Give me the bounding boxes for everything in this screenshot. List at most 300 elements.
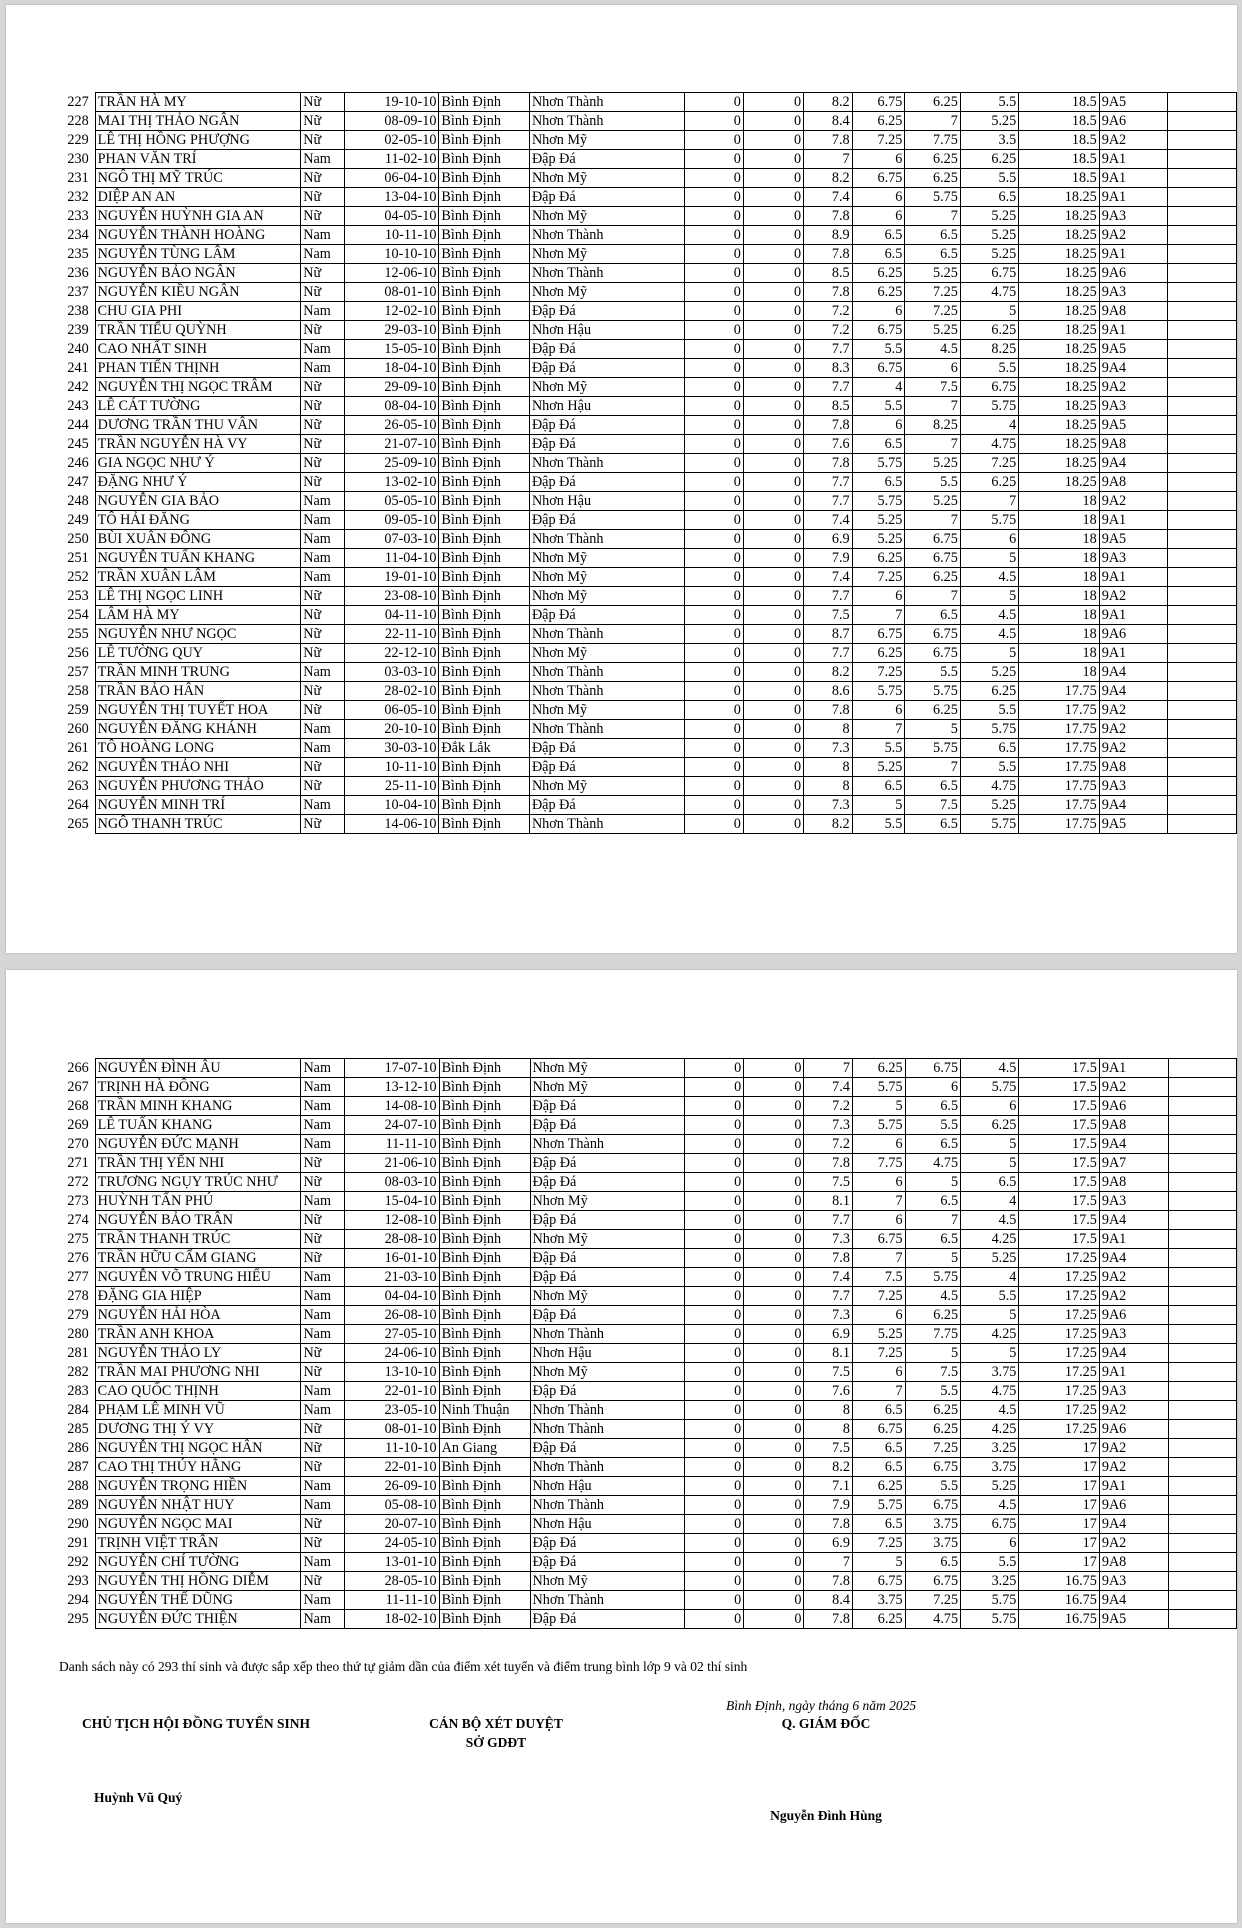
score-literature-cell: 6.5 [852,245,905,264]
gpa-grade-9-cell: 7.8 [804,1572,852,1591]
birth-date-cell: 05-05-10 [344,492,439,511]
score-math-cell: 7.5 [905,378,961,397]
score-english-cell: 5.75 [960,511,1018,530]
bonus-1-cell: 0 [684,796,743,815]
birth-date-cell: 10-11-10 [344,226,439,245]
bonus-2-cell: 0 [743,663,803,682]
empty-cell [1168,302,1237,321]
row-number-cell: 283 [67,1383,89,1399]
bonus-2-cell: 0 [744,1325,804,1344]
gender-cell: Nữ [301,321,344,340]
gender-cell: Nam [301,511,344,530]
table-row [51,1154,1237,1173]
score-english-cell: 7.25 [960,454,1018,473]
school-cell: Đập Đá [529,796,684,815]
score-math-cell: 7 [905,511,961,530]
birth-place-cell: Bình Định [439,1496,530,1515]
score-literature-cell: 7 [852,1382,905,1401]
birth-place-cell: Bình Định [439,1192,530,1211]
class-name-cell: 9A2 [1099,131,1168,150]
admission-score-cell: 17.5 [1019,1154,1099,1173]
student-name-cell: MAI THỊ THẢO NGÂN [95,112,301,131]
row-number-cell: 239 [67,322,89,338]
student-name-cell: LÊ THỊ HỒNG PHƯỢNG [95,131,301,150]
school-cell: Nhơn Thành [529,454,684,473]
director-name: Nguyễn Đình Hùng [770,1808,882,1823]
row-number-cell: 274 [67,1212,89,1228]
row-number-cell: 241 [67,360,89,376]
score-literature-cell: 6.5 [852,473,905,492]
row-number-cell: 255 [67,626,89,642]
gender-cell: Nữ [301,1439,344,1458]
admission-score-cell: 17.75 [1019,758,1100,777]
score-literature-cell: 6.5 [852,1458,905,1477]
gender-cell: Nữ [301,435,344,454]
empty-cell [1168,587,1237,606]
gpa-grade-9-cell: 7.4 [804,1268,852,1287]
gpa-grade-9-cell: 8 [804,1420,852,1439]
gpa-grade-9-cell: 6.9 [804,1325,852,1344]
admission-score-cell: 18 [1019,587,1100,606]
birth-place-cell: Bình Định [439,492,530,511]
gpa-grade-9-cell: 7.8 [804,283,853,302]
score-english-cell: 5.25 [961,1249,1019,1268]
school-cell: Nhơn Mỹ [529,207,684,226]
bonus-1-cell: 0 [684,1496,743,1515]
bonus-1-cell: 0 [684,169,743,188]
birth-date-cell: 14-06-10 [344,815,439,834]
empty-cell [1168,492,1237,511]
gender-cell: Nam [301,1097,344,1116]
birth-place-cell: Bình Định [439,340,530,359]
class-name-cell: 9A5 [1099,340,1168,359]
birth-date-cell: 13-01-10 [344,1553,439,1572]
student-name-cell: NGUYỄN GIA BẢO [95,492,301,511]
class-name-cell: 9A6 [1099,112,1168,131]
score-literature-cell: 6 [852,150,905,169]
school-cell: Đập Đá [530,1249,684,1268]
school-cell: Đập Đá [530,1610,684,1629]
school-cell: Đập Đá [529,188,684,207]
admission-score-cell: 17.75 [1019,739,1100,758]
admission-score-cell: 17.5 [1019,1230,1099,1249]
table-row [51,283,1237,302]
bonus-1-cell: 0 [684,587,743,606]
student-name-cell: NGUYỄN THỊ TUYẾT HOA [95,701,301,720]
gpa-grade-9-cell: 8.2 [804,663,853,682]
row-number-cell: 264 [67,797,89,813]
row-number-cell: 244 [67,417,89,433]
birth-place-cell: Bình Định [439,1135,530,1154]
admission-score-cell: 17.75 [1019,720,1100,739]
score-literature-cell: 6.75 [852,359,905,378]
student-name-cell: TRẦN HỮU CẨM GIANG [95,1249,301,1268]
gender-cell: Nam [301,1078,344,1097]
gpa-grade-9-cell: 8.5 [804,397,853,416]
bonus-1-cell: 0 [684,549,743,568]
school-cell: Đập Đá [529,758,684,777]
class-name-cell: 9A2 [1099,1458,1168,1477]
results-table-page-2 [51,1058,1237,1629]
admission-score-cell: 18.5 [1019,131,1100,150]
bonus-2-cell: 0 [743,321,803,340]
score-math-cell: 5 [905,1173,961,1192]
admission-score-cell: 17.25 [1019,1325,1099,1344]
birth-date-cell: 28-08-10 [344,1230,439,1249]
row-number-cell: 253 [67,588,89,604]
table-row [51,93,1237,112]
school-cell: Đập Đá [530,1211,684,1230]
student-name-cell: PHẠM LÊ MINH VŨ [95,1401,301,1420]
score-english-cell: 6.5 [960,188,1018,207]
row-number-cell: 265 [67,816,89,832]
empty-cell [1168,815,1237,834]
score-english-cell: 6 [961,1534,1019,1553]
bonus-1-cell: 0 [684,1211,743,1230]
director-title: Q. GIÁM ĐỐC [781,1716,871,1731]
empty-cell [1168,1458,1236,1477]
birth-place-cell: Bình Định [439,359,530,378]
score-math-cell: 8.25 [905,416,961,435]
bonus-2-cell: 0 [744,1591,804,1610]
gender-cell: Nữ [301,644,344,663]
score-english-cell: 6 [960,530,1018,549]
class-name-cell: 9A3 [1099,1325,1168,1344]
score-math-cell: 7.5 [905,1363,961,1382]
birth-place-cell: Bình Định [439,720,530,739]
birth-place-cell: Bình Định [439,568,530,587]
admission-score-cell: 18.25 [1019,321,1100,340]
birth-date-cell: 22-01-10 [344,1382,439,1401]
score-english-cell: 4.75 [960,777,1018,796]
score-math-cell: 6.5 [905,1230,961,1249]
gender-cell: Nữ [301,1344,344,1363]
score-literature-cell: 6.25 [852,1477,905,1496]
class-name-cell: 9A6 [1099,1496,1168,1515]
score-math-cell: 5.75 [905,739,961,758]
bonus-1-cell: 0 [684,112,743,131]
table-row [51,1553,1237,1572]
gender-cell: Nữ [301,131,344,150]
bonus-1-cell: 0 [684,359,743,378]
gender-cell: Nữ [301,1173,344,1192]
student-name-cell: NGUYỄN CHÍ TƯỜNG [95,1553,301,1572]
gender-cell: Nam [301,1477,344,1496]
admission-score-cell: 17.75 [1019,815,1100,834]
score-english-cell: 4.5 [961,1401,1019,1420]
bonus-2-cell: 0 [743,473,803,492]
empty-cell [1168,264,1237,283]
score-math-cell: 5 [905,1344,961,1363]
table-row [51,1325,1237,1344]
gpa-grade-9-cell: 7.5 [804,1439,852,1458]
row-number-cell: 272 [67,1174,89,1190]
birth-date-cell: 22-12-10 [344,644,439,663]
admission-score-cell: 17.5 [1019,1211,1099,1230]
gpa-grade-9-cell: 7.5 [804,1173,852,1192]
row-number-cell: 291 [67,1535,89,1551]
score-math-cell: 6.5 [905,226,961,245]
school-cell: Nhơn Thành [529,720,684,739]
student-name-cell: TRẦN MINH TRUNG [95,663,301,682]
birth-place-cell: Bình Định [439,796,530,815]
score-math-cell: 5.5 [905,1116,961,1135]
score-literature-cell: 5.25 [852,758,905,777]
score-english-cell: 4 [960,416,1018,435]
birth-date-cell: 11-02-10 [344,150,439,169]
class-name-cell: 9A3 [1099,207,1168,226]
table-row [51,1477,1237,1496]
empty-cell [1168,131,1237,150]
admission-score-cell: 17.25 [1019,1268,1099,1287]
admission-score-cell: 18 [1019,530,1100,549]
row-number-cell: 280 [67,1326,89,1342]
row-number-cell: 242 [67,379,89,395]
gender-cell: Nữ [301,169,344,188]
admission-score-cell: 16.75 [1019,1591,1099,1610]
empty-cell [1168,93,1237,112]
school-cell: Nhơn Thành [530,1420,684,1439]
score-literature-cell: 7.25 [852,1287,905,1306]
table-row [51,302,1237,321]
score-english-cell: 6.75 [960,378,1018,397]
birth-date-cell: 29-03-10 [344,321,439,340]
admission-score-cell: 18.5 [1019,150,1100,169]
gpa-grade-9-cell: 8.7 [804,625,853,644]
score-math-cell: 6 [905,1078,961,1097]
birth-date-cell: 17-07-10 [344,1059,439,1078]
gpa-grade-9-cell: 7.6 [804,435,853,454]
table-row [51,112,1237,131]
student-name-cell: NGUYỄN NHẬT HUY [95,1496,301,1515]
school-cell: Đập Đá [529,606,684,625]
bonus-1-cell: 0 [684,492,743,511]
table-row [51,131,1237,150]
student-name-cell: TRỊNH VIỆT TRÂN [95,1534,301,1553]
empty-cell [1168,511,1237,530]
score-english-cell: 5 [961,1306,1019,1325]
bonus-1-cell: 0 [684,568,743,587]
score-literature-cell: 5.75 [852,1116,905,1135]
row-number-cell: 236 [67,265,89,281]
row-number-cell: 278 [67,1288,89,1304]
admission-score-cell: 17.25 [1019,1420,1099,1439]
gender-cell: Nữ [301,397,344,416]
student-name-cell: NGUYỄN NGỌC MAI [95,1515,301,1534]
class-name-cell: 9A1 [1099,169,1168,188]
admission-score-cell: 17.25 [1019,1249,1099,1268]
score-literature-cell: 7.25 [852,1534,905,1553]
birth-place-cell: Bình Định [439,1382,530,1401]
score-math-cell: 6.5 [905,245,961,264]
table-row [51,1439,1237,1458]
gender-cell: Nam [301,1401,344,1420]
row-number-cell: 279 [67,1307,89,1323]
gender-cell: Nữ [301,1458,344,1477]
gender-cell: Nam [301,1591,344,1610]
birth-date-cell: 26-09-10 [344,1477,439,1496]
gender-cell: Nam [301,1610,344,1629]
empty-cell [1168,625,1237,644]
student-name-cell: TRẦN NGUYỄN HÀ VY [95,435,301,454]
student-name-cell: NGUYỄN ĐĂNG KHÁNH [95,720,301,739]
class-name-cell: 9A4 [1099,682,1168,701]
table-row [51,1249,1237,1268]
class-name-cell: 9A8 [1099,435,1168,454]
admission-score-cell: 18 [1019,492,1100,511]
birth-date-cell: 08-09-10 [344,112,439,131]
gender-cell: Nữ [301,1534,344,1553]
gpa-grade-9-cell: 7.3 [804,739,853,758]
score-literature-cell: 5.75 [852,1496,905,1515]
gpa-grade-9-cell: 7.7 [804,1287,852,1306]
bonus-1-cell: 0 [684,1458,743,1477]
birth-place-cell: Đắk Lắk [439,739,530,758]
birth-place-cell: Bình Định [439,1420,530,1439]
birth-place-cell: Bình Định [439,93,530,112]
score-math-cell: 7.5 [905,796,961,815]
reviewer-title: CÁN BỘ XÉT DUYỆT [429,1716,563,1731]
school-cell: Đập Đá [529,435,684,454]
class-name-cell: 9A1 [1099,644,1168,663]
gpa-grade-9-cell: 7.5 [804,606,853,625]
score-math-cell: 6.25 [905,1401,961,1420]
empty-cell [1168,226,1237,245]
student-name-cell: NGÔ THỊ MỸ TRÚC [95,169,301,188]
gender-cell: Nam [301,302,344,321]
score-english-cell: 3.75 [961,1458,1019,1477]
score-math-cell: 3.75 [905,1534,961,1553]
school-cell: Nhơn Thành [529,682,684,701]
row-number-cell: 238 [67,303,89,319]
table-row [51,1344,1237,1363]
empty-cell [1168,340,1237,359]
school-cell: Nhơn Thành [529,530,684,549]
empty-cell [1168,739,1237,758]
gpa-grade-9-cell: 7.8 [804,1249,852,1268]
bonus-2-cell: 0 [743,169,803,188]
admission-score-cell: 18 [1019,663,1100,682]
gpa-grade-9-cell: 7.8 [804,701,853,720]
bonus-1-cell: 0 [684,1059,743,1078]
score-english-cell: 5.75 [960,815,1018,834]
bonus-2-cell: 0 [743,644,803,663]
birth-date-cell: 10-11-10 [344,758,439,777]
bonus-1-cell: 0 [684,1230,743,1249]
score-english-cell: 4.5 [960,568,1018,587]
list-note: Danh sách này có 293 thí sinh và được sắp xếp theo thứ tự giảm dần của điểm xét tuyển và điểm trung bình lớp 9 và 02 thí sinh [59,1659,748,1674]
class-name-cell: 9A6 [1099,1420,1168,1439]
gpa-grade-9-cell: 7.8 [804,1610,852,1629]
bonus-1-cell: 0 [684,397,743,416]
bonus-2-cell: 0 [744,1135,804,1154]
score-math-cell: 5.5 [905,663,961,682]
admission-score-cell: 17 [1019,1477,1099,1496]
bonus-1-cell: 0 [684,644,743,663]
score-math-cell: 5.25 [905,321,961,340]
score-english-cell: 4.75 [960,283,1018,302]
bonus-2-cell: 0 [743,378,803,397]
admission-score-cell: 17.25 [1019,1306,1099,1325]
empty-cell [1168,1230,1236,1249]
gpa-grade-9-cell: 7.3 [804,1230,852,1249]
score-english-cell: 5 [960,549,1018,568]
student-name-cell: NGUYỄN ĐỨC THIỆN [95,1610,301,1629]
admission-score-cell: 18.5 [1019,93,1100,112]
gender-cell: Nữ [301,1249,344,1268]
gpa-grade-9-cell: 8.2 [804,169,853,188]
score-math-cell: 4.75 [905,1610,961,1629]
gpa-grade-9-cell: 7.8 [804,131,853,150]
row-number-cell: 251 [67,550,89,566]
score-math-cell: 7 [905,397,961,416]
bonus-1-cell: 0 [684,131,743,150]
birth-place-cell: Bình Định [439,131,530,150]
admission-score-cell: 17.25 [1019,1287,1099,1306]
bonus-2-cell: 0 [744,1458,804,1477]
score-english-cell: 5.25 [960,663,1018,682]
score-literature-cell: 6 [852,587,905,606]
bonus-1-cell: 0 [684,1154,743,1173]
gpa-grade-9-cell: 8.9 [804,226,853,245]
score-literature-cell: 6 [852,207,905,226]
score-english-cell: 5.25 [960,796,1018,815]
score-literature-cell: 7.5 [852,1268,905,1287]
birth-place-cell: Bình Định [439,1249,530,1268]
birth-place-cell: Bình Định [439,150,530,169]
row-number-cell: 258 [67,683,89,699]
row-number-cell: 268 [67,1098,89,1114]
gpa-grade-9-cell: 8.1 [804,1344,852,1363]
bonus-1-cell: 0 [684,720,743,739]
empty-cell [1168,207,1237,226]
score-literature-cell: 4 [852,378,905,397]
admission-score-cell: 18.25 [1019,283,1100,302]
class-name-cell: 9A5 [1099,93,1168,112]
school-cell: Đập Đá [530,1268,684,1287]
empty-cell [1168,1287,1236,1306]
student-name-cell: CAO THỊ THÚY HẰNG [95,1458,301,1477]
empty-cell [1168,1135,1236,1154]
admission-score-cell: 17 [1019,1534,1099,1553]
birth-date-cell: 06-04-10 [344,169,439,188]
class-name-cell: 9A1 [1099,245,1168,264]
admission-score-cell: 18 [1019,625,1100,644]
school-cell: Nhơn Mỹ [530,1078,684,1097]
table-row [51,1458,1237,1477]
gender-cell: Nữ [301,815,344,834]
table-row [51,1306,1237,1325]
admission-score-cell: 17 [1019,1553,1099,1572]
score-english-cell: 8.25 [960,340,1018,359]
gender-cell: Nữ [301,701,344,720]
score-literature-cell: 6.5 [852,435,905,454]
row-number-cell: 235 [67,246,89,262]
score-math-cell: 5 [905,720,961,739]
bonus-1-cell: 0 [684,1420,743,1439]
empty-cell [1168,549,1237,568]
birth-date-cell: 23-05-10 [344,1401,439,1420]
score-math-cell: 6.75 [905,644,961,663]
bonus-1-cell: 0 [684,1306,743,1325]
score-english-cell: 3.75 [961,1363,1019,1382]
bonus-1-cell: 0 [684,682,743,701]
table-row [51,264,1237,283]
row-number-cell: 228 [67,113,89,129]
score-math-cell: 7 [905,207,961,226]
empty-cell [1168,1496,1236,1515]
score-math-cell: 6.75 [905,549,961,568]
